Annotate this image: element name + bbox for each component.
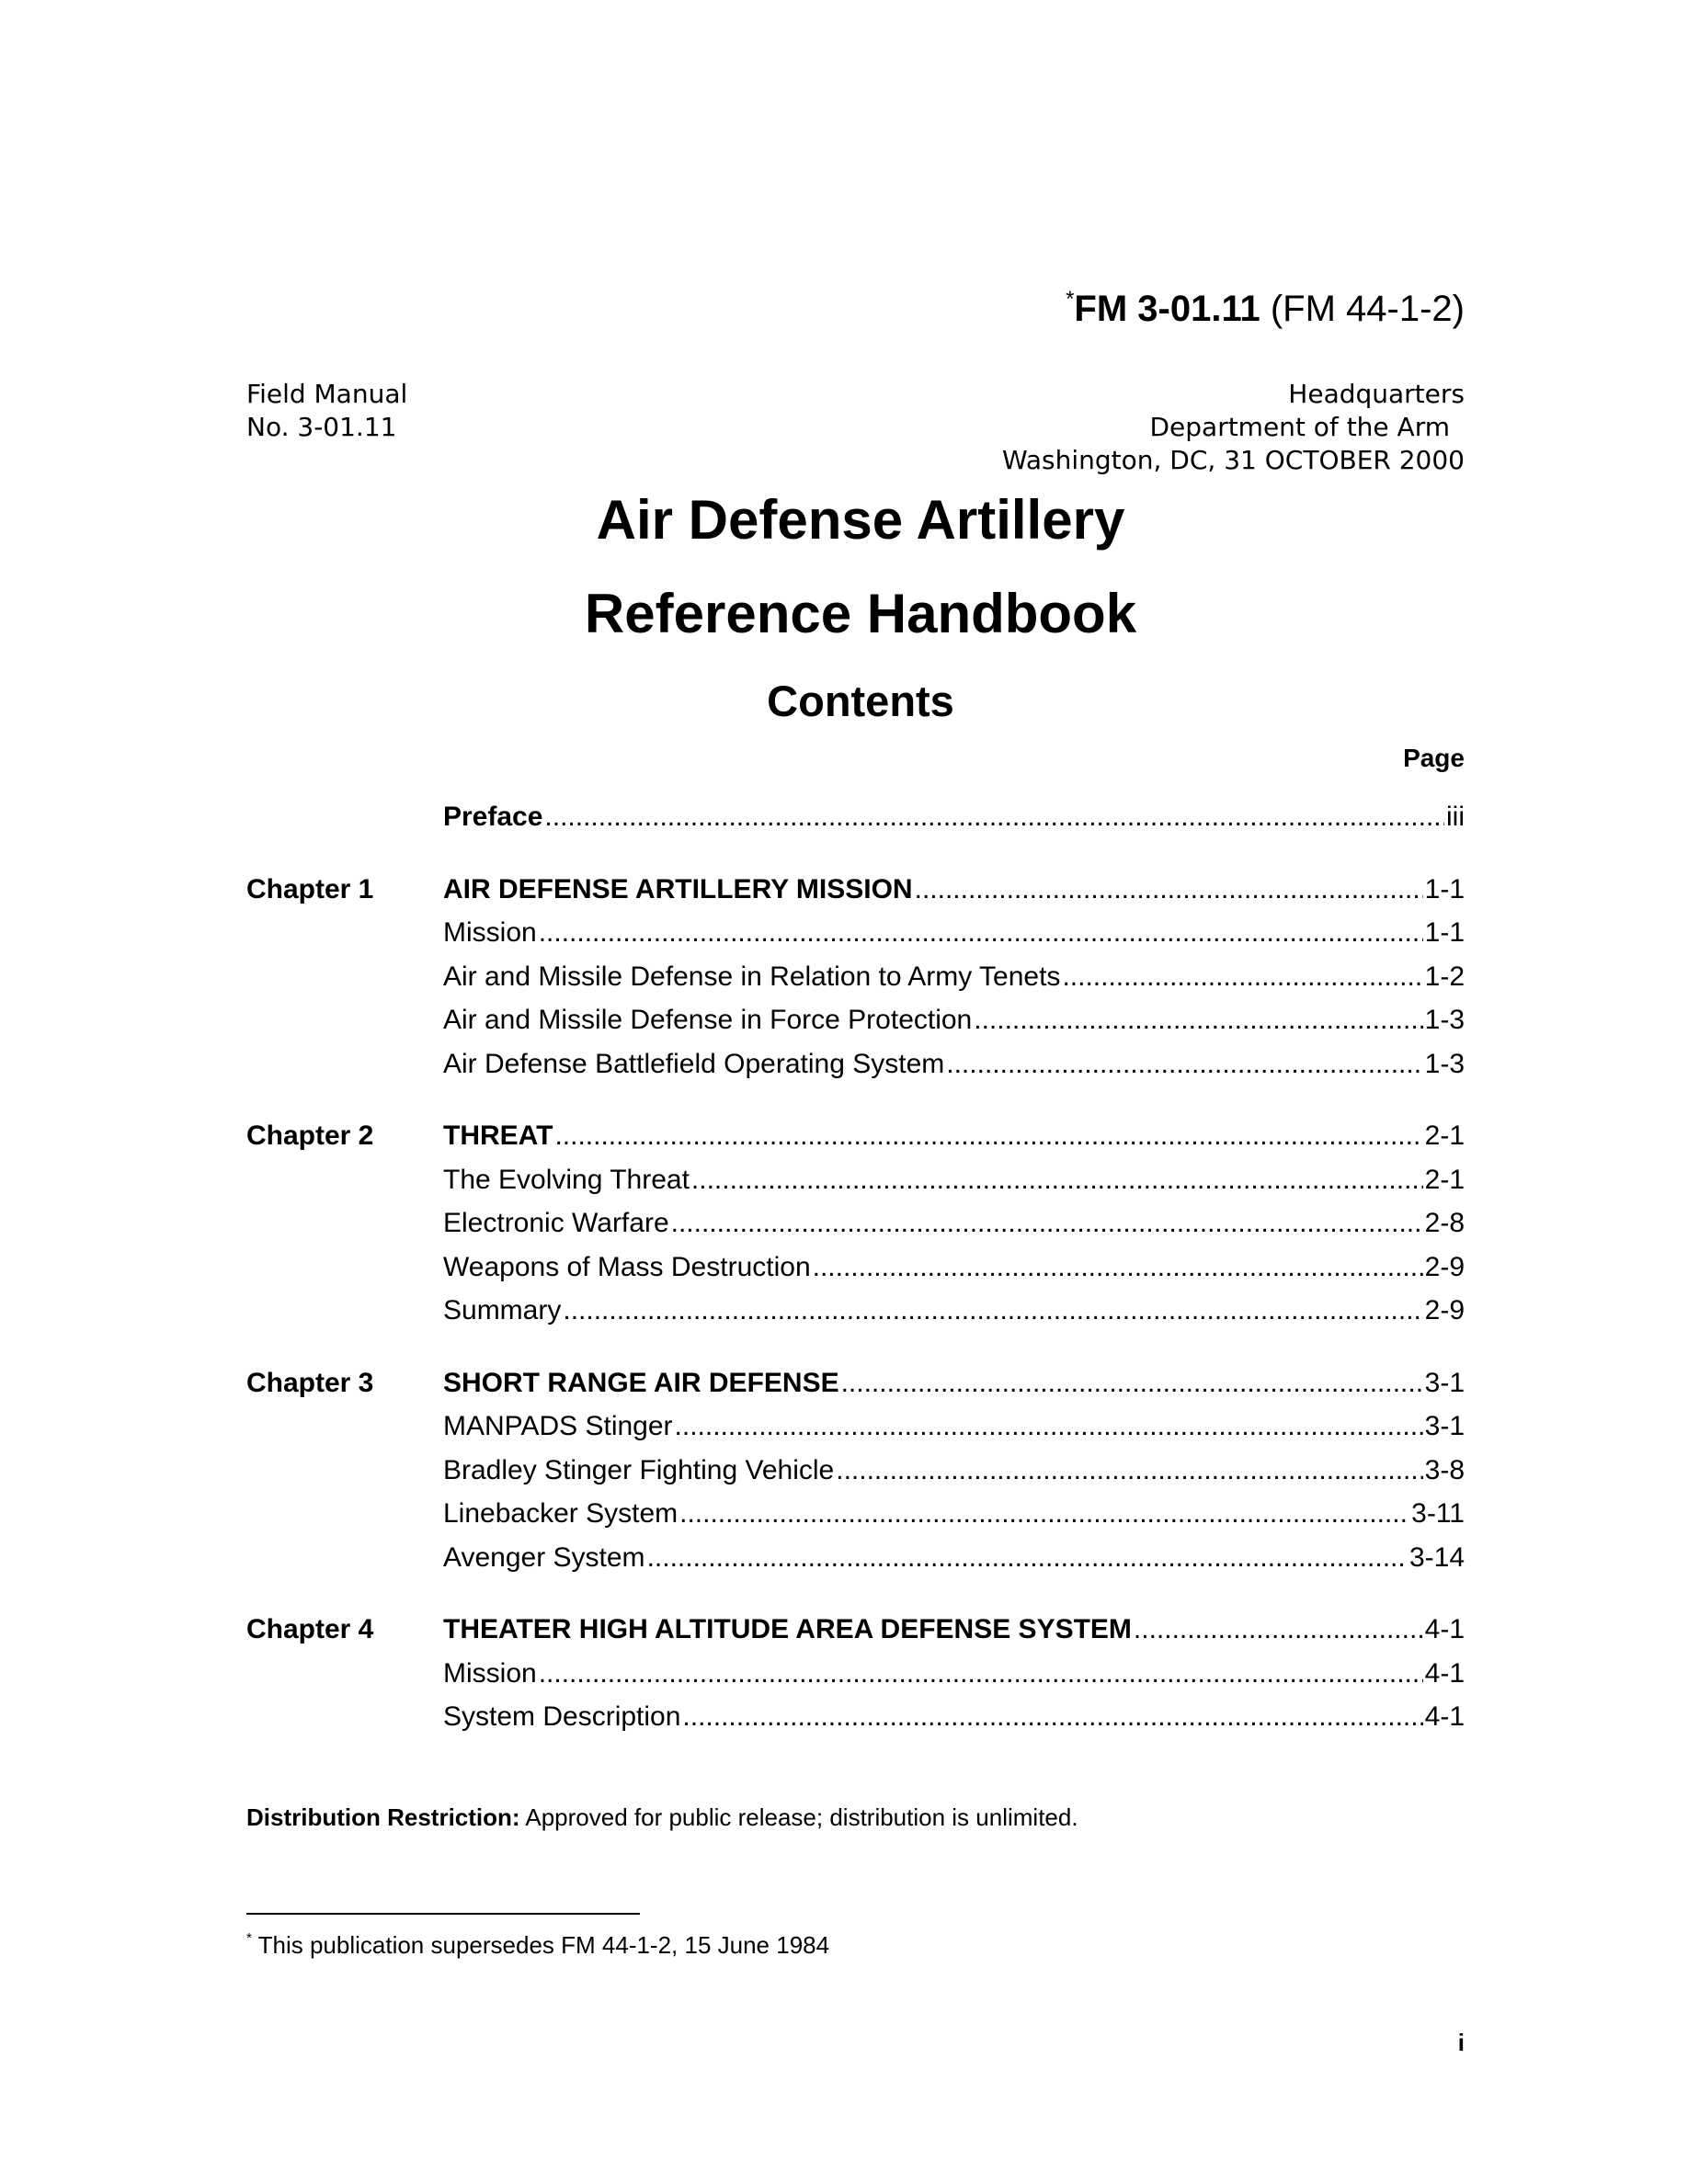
toc-chapter-row [246,868,1465,912]
table-of-contents [246,795,1465,1739]
manual-number: No. 3-01.11 [246,412,397,442]
toc-dot-leader [539,1652,1423,1696]
toc-row [246,1158,1465,1202]
distribution-text: Approved for public release; distribution is unlimited. [525,1803,1078,1831]
toc-entry[interactable] [443,911,1465,955]
toc-dot-leader [974,998,1422,1042]
toc-entry-page: 3-1 [1424,1411,1465,1441]
toc-entry-page: 2-9 [1424,1251,1465,1282]
toc-entry-title: The Evolving Threat [443,1164,690,1195]
toc-row [246,1536,1465,1580]
toc-entry[interactable] [443,1246,1465,1290]
footnote [246,1930,829,1960]
toc-row [246,1449,1465,1493]
toc-row [246,1652,1465,1696]
headquarters-label: Headquarters [1288,379,1465,409]
toc-entry-page: 3-14 [1409,1541,1465,1573]
toc-entry-page: 1-2 [1424,961,1465,992]
toc-row [246,1201,1465,1246]
toc-row [246,998,1465,1042]
toc-entry[interactable] [443,1536,1465,1580]
toc-entry[interactable] [443,1042,1465,1086]
toc-entry[interactable] [443,1492,1465,1536]
location-date: Washington, DC, 31 OCTOBER 2000 [1001,445,1465,475]
toc-entry-title: THEATER HIGH ALTITUDE AREA DEFENSE SYSTEM [443,1614,1132,1644]
toc-dot-leader [563,1289,1422,1333]
toc-entry[interactable] [443,1361,1465,1405]
distribution-restriction [246,1802,1078,1833]
toc-entry[interactable] [443,1201,1465,1246]
toc-entry[interactable] [443,1405,1465,1449]
toc-entry-page: 1-3 [1424,1005,1465,1035]
toc-dot-leader [691,1158,1423,1202]
toc-chapter-label: Chapter 1 [246,873,374,904]
toc-entry-title: Weapons of Mass Destruction [443,1251,811,1282]
document-title-line-2: Reference Handbook [584,583,1137,644]
toc-entry-title: Avenger System [443,1541,645,1573]
toc-entry-title: THREAT [443,1120,553,1151]
toc-entry[interactable] [443,1289,1465,1333]
toc-entry-title: Preface [443,802,543,832]
toc-entry-title: Air and Missile Defense in Relation to Army Tenets [443,961,1061,992]
document-title-line-1: Air Defense Artillery [596,489,1125,551]
toc-dot-leader [675,1405,1423,1449]
toc-chapter-label: Chapter 4 [246,1614,374,1644]
toc-entry-title: System Description [443,1701,681,1732]
page-number: i [1457,2029,1465,2056]
toc-entry-title: MANPADS Stinger [443,1411,673,1441]
toc-dot-leader [539,911,1423,955]
toc-entry-title: AIR DEFENSE ARTILLERY MISSION [443,873,913,904]
toc-entry[interactable] [443,998,1465,1042]
field-manual-designation [1066,287,1465,331]
toc-entry-page: 1-1 [1424,873,1465,904]
toc-dot-leader [915,868,1423,912]
toc-entry-page: 1-1 [1424,917,1465,948]
toc-entry-title: Bradley Stinger Fighting Vehicle [443,1454,835,1485]
toc-entry-page: 1-3 [1424,1048,1465,1079]
footnote-separator [246,1913,640,1915]
distribution-label: Distribution Restriction: [246,1803,520,1831]
toc-chapter-row [246,1361,1465,1405]
toc-row [246,955,1465,999]
supersede-mark: * [1066,287,1075,312]
toc-chapter-label: Chapter 2 [246,1120,374,1151]
toc-entry-page: 4-1 [1424,1657,1465,1689]
toc-row [246,1695,1465,1739]
toc-entry[interactable] [443,955,1465,999]
toc-chapter-label: Chapter 3 [246,1367,374,1398]
toc-entry-title: Mission [443,917,537,948]
toc-dot-leader [679,1492,1409,1536]
toc-entry-title: Mission [443,1657,537,1689]
toc-entry[interactable] [443,1608,1465,1652]
page-column-label: Page [1403,744,1465,772]
toc-entry[interactable] [443,868,1465,912]
toc-row [246,1405,1465,1449]
former-fm-number: (FM 44-1-2) [1270,289,1465,329]
toc-dot-leader [813,1246,1423,1290]
toc-dot-leader [1062,955,1422,999]
headquarters-block [1002,378,1465,477]
toc-entry[interactable] [443,795,1465,839]
toc-chapter-row [246,1114,1465,1158]
toc-dot-leader [554,1114,1422,1158]
toc-entry-page: iii [1446,802,1465,832]
toc-entry-title: Electronic Warfare [443,1208,669,1238]
toc-entry-page: 4-1 [1424,1701,1465,1732]
footnote-text: This publication supersedes FM 44-1-2, 15 June 1984 [257,1931,830,1959]
toc-dot-leader [841,1361,1423,1405]
toc-dot-leader [1134,1608,1423,1652]
toc-chapter-row [246,1608,1465,1652]
toc-entry-page: 2-1 [1424,1164,1465,1195]
toc-entry-title: Linebacker System [443,1498,679,1529]
toc-entry[interactable] [443,1449,1465,1493]
toc-entry[interactable] [443,1652,1465,1696]
toc-row [246,1492,1465,1536]
toc-entry-title: Summary [443,1295,562,1325]
toc-entry-page: 3-11 [1411,1498,1465,1529]
fm-number: FM 3-01.11 [1074,289,1260,329]
toc-entry-title: SHORT RANGE AIR DEFENSE [443,1367,839,1398]
toc-dot-leader [946,1042,1422,1086]
toc-row [246,911,1465,955]
contents-heading: Contents [767,677,954,725]
footnote-mark: * [246,1930,252,1946]
toc-dot-leader [836,1449,1422,1493]
toc-entry-title: Air and Missile Defense in Force Protection [443,1005,973,1035]
toc-row [246,1042,1465,1086]
toc-dot-leader [671,1201,1423,1246]
field-manual-label: Field Manual [246,379,408,409]
toc-dot-leader [647,1536,1408,1580]
toc-entry[interactable] [443,1158,1465,1202]
toc-entry-page: 2-1 [1424,1120,1465,1151]
toc-entry-title: Air Defense Battlefield Operating System [443,1048,945,1079]
toc-row [246,795,1465,839]
toc-dot-leader [544,795,1444,839]
department-label: Department of the Arm [1149,412,1450,442]
toc-entry[interactable] [443,1114,1465,1158]
toc-entry[interactable] [443,1695,1465,1739]
manual-number-block [246,378,407,444]
toc-entry-page: 3-8 [1424,1454,1465,1485]
toc-entry-page: 3-1 [1424,1367,1465,1398]
toc-entry-page: 2-9 [1424,1295,1465,1325]
toc-entry-page: 4-1 [1424,1614,1465,1644]
toc-dot-leader [682,1695,1422,1739]
toc-entry-page: 2-8 [1424,1208,1465,1238]
toc-row [246,1246,1465,1290]
toc-row [246,1289,1465,1333]
